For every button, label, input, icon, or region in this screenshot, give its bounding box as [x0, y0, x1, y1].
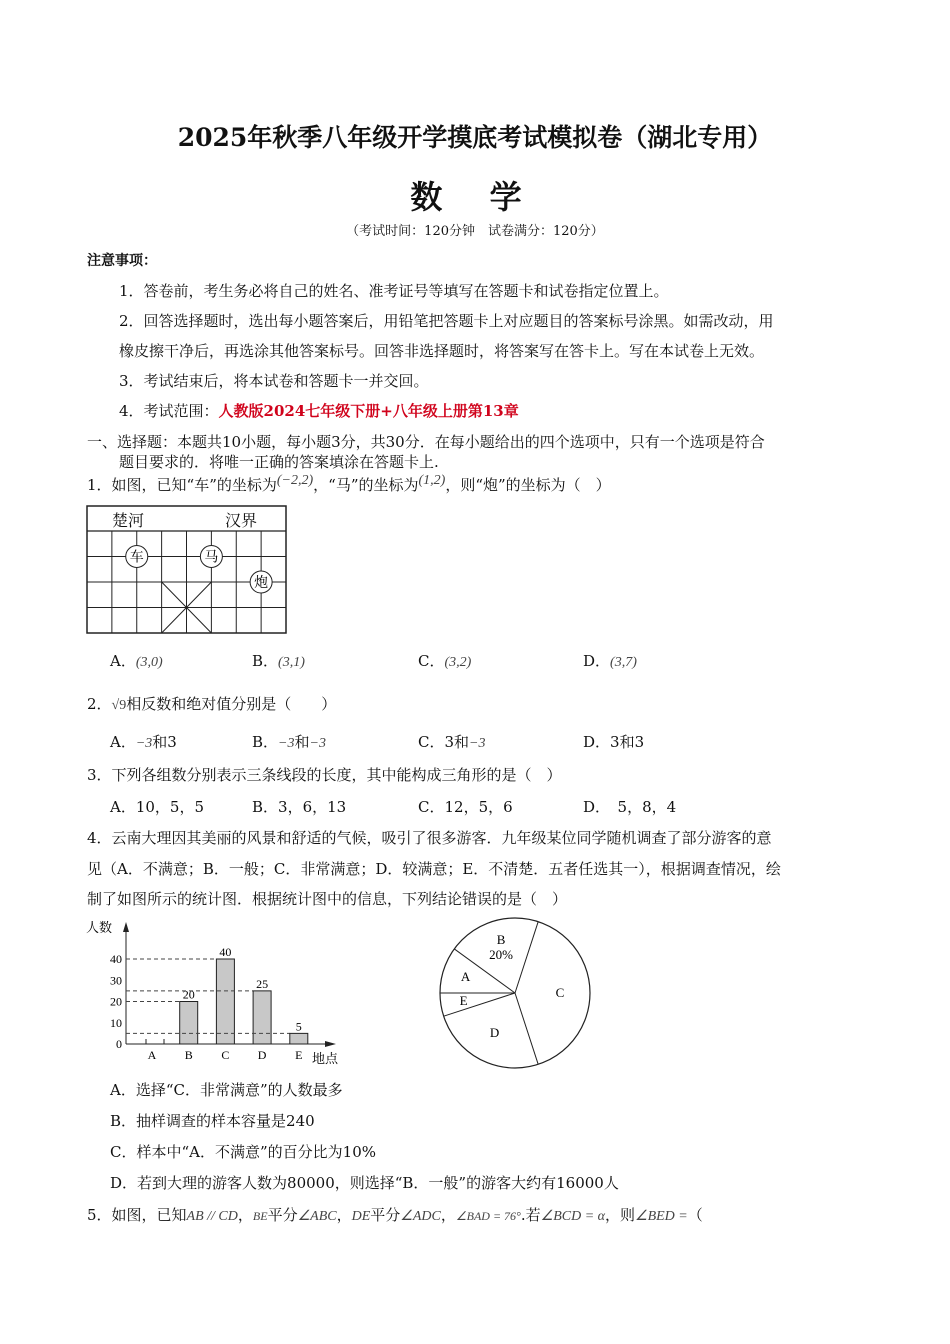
x-tick-label: D — [257, 1048, 267, 1062]
x-tick-label: E — [295, 1048, 303, 1062]
q1-text: ，则“炮”的坐标为（ ） — [445, 476, 611, 494]
scope-label: 4．考试范围： — [119, 402, 219, 420]
x-tick-label: A — [147, 1048, 157, 1062]
pie-label: A — [460, 968, 471, 984]
bar-chart — [80, 910, 360, 1070]
pie-label: B — [496, 932, 506, 948]
data-label: 5 — [295, 1019, 302, 1034]
scope-value: 人教版2024七年级下册+八年级上册第13章 — [218, 402, 519, 420]
q2-option-c: C．3和−3 — [418, 733, 486, 751]
x-tick-label: C — [221, 1048, 230, 1062]
board-label-chuhe: 楚河 — [112, 511, 145, 530]
pie-label: E — [459, 993, 468, 1009]
bar-B — [180, 1002, 198, 1045]
data-label: 25 — [256, 976, 269, 991]
q1-text: 1．如图，已知“车”的坐标为 — [87, 476, 277, 494]
y-tick-label: 30 — [110, 973, 122, 988]
x-axis-label: 地点 — [312, 1051, 339, 1066]
q1-coord-ma: (1,2) — [418, 473, 446, 488]
q1-coord-ju: (−2,2) — [276, 473, 314, 488]
q3-option-d: D． 5，8，4 — [583, 798, 677, 816]
chess-piece-label: 马 — [204, 550, 219, 566]
q4-line1: 4．云南大理因其美丽的风景和舒适的气候，吸引了很多游客．九年级某位同学随机调查了部分游客的意 — [87, 829, 772, 847]
q2-stem: 2．√9相反数和绝对值分别是（ ） — [87, 695, 337, 713]
y-tick-label: 20 — [110, 994, 122, 1009]
q3-stem: 3．下列各组数分别表示三条线段的长度，其中能构成三角形的是（ ） — [87, 766, 562, 784]
board-label-hanjie: 汉界 — [225, 511, 258, 530]
exam-title: 2025年秋季八年级开学摸底考试模拟卷（湖北专用） — [177, 123, 773, 152]
pie-percent-label: 20% — [489, 947, 514, 963]
y-axis-label: 人数 — [86, 920, 113, 935]
q2-option-a: A．−3和3 — [110, 733, 177, 751]
note-2: 2．回答选择题时，选出每小题答案后，用铅笔把答题卡上对应题目的答案标号涂黑。如需改动，用 — [119, 312, 774, 330]
q4-line2: 见（A．不满意；B．一般；C．非常满意；D．较满意；E．不清楚．五者任选其一），根据调查情况，绘 — [87, 860, 781, 878]
chess-piece-label: 炮 — [254, 576, 269, 591]
q1-stem — [87, 473, 611, 495]
y-tick-label: 0 — [116, 1037, 122, 1051]
q3-option-c: C．12，5，6 — [418, 798, 513, 816]
pie-chart — [430, 910, 600, 1080]
y-axis-arrow — [123, 922, 129, 932]
data-label: 40 — [219, 945, 232, 959]
bar-C — [216, 959, 234, 1044]
q3-option-b: B．3，6，13 — [252, 798, 347, 816]
q1-option-b: B．(3,1) — [252, 652, 305, 670]
q4-option-a: A．选择“C．非常满意”的人数最多 — [110, 1081, 343, 1099]
q1-option-a: A．(3,0) — [110, 652, 163, 670]
sqrt9: √9 — [111, 698, 127, 713]
q1-option-d: D．(3,7) — [583, 652, 637, 670]
y-tick-label: 10 — [110, 1015, 122, 1030]
note-1: 1．答卷前，考生务必将自己的姓名、准考证号等填写在答题卡和试卷指定位置上。 — [119, 282, 669, 300]
q4-line3: 制了如图所示的统计图．根据统计图中的信息，下列结论错误的是（ ） — [87, 890, 568, 908]
subject-title: 数 学 — [410, 178, 540, 216]
data-label: 20 — [182, 987, 195, 1002]
note-3: 3．考试结束后，将本试卷和答题卡一并交回。 — [119, 372, 429, 390]
note-4 — [119, 400, 519, 421]
bar-D — [253, 991, 271, 1044]
q4-option-d: D．若到大理的游客人数为80000，则选择“B．一般”的游客大约有16000人 — [110, 1174, 619, 1192]
x-axis-arrow — [325, 1041, 336, 1047]
q4-option-c: C．样本中“A．不满意”的百分比为10% — [110, 1143, 376, 1161]
q2-option-d: D．3和3 — [583, 733, 645, 751]
q2-option-b: B．−3和−3 — [252, 733, 326, 751]
bar-E — [290, 1033, 308, 1044]
q1-option-c: C．(3,2) — [418, 652, 472, 670]
section1-line2: 题目要求的．将唯一正确的答案填涂在答题卡上. — [119, 453, 439, 471]
pie-label: D — [489, 1025, 500, 1041]
pie-label: C — [555, 985, 565, 1000]
chess-piece-label: 车 — [129, 550, 144, 566]
section1-line1: 一、选择题：本题共10小题，每小题3分，共30分．在每小题给出的四个选项中，只有一个选项是符合 — [87, 433, 765, 451]
note-2-cont: 橡皮擦干净后，再选涂其他答案标号。回答非选择题时，将答案写在答卡上。写在本试卷上无效。 — [119, 342, 765, 360]
notes-heading: 注意事项： — [87, 253, 157, 269]
q5-stem: 5．如图，已知AB // CD，BE平分∠ABC，DE平分∠ADC，∠BAD = 76°.若∠BCD = α，则∠BED =（ — [87, 1206, 703, 1224]
q1-text: ，“马”的坐标为 — [313, 476, 419, 494]
q3-option-a: A．10，5，5 — [110, 798, 205, 816]
y-tick-label: 40 — [110, 952, 122, 966]
exam-info: （考试时间：120分钟 试卷满分：120分） — [346, 224, 604, 239]
q4-option-b: B．抽样调查的样本容量是240 — [110, 1112, 315, 1130]
x-tick-label: B — [184, 1048, 193, 1062]
